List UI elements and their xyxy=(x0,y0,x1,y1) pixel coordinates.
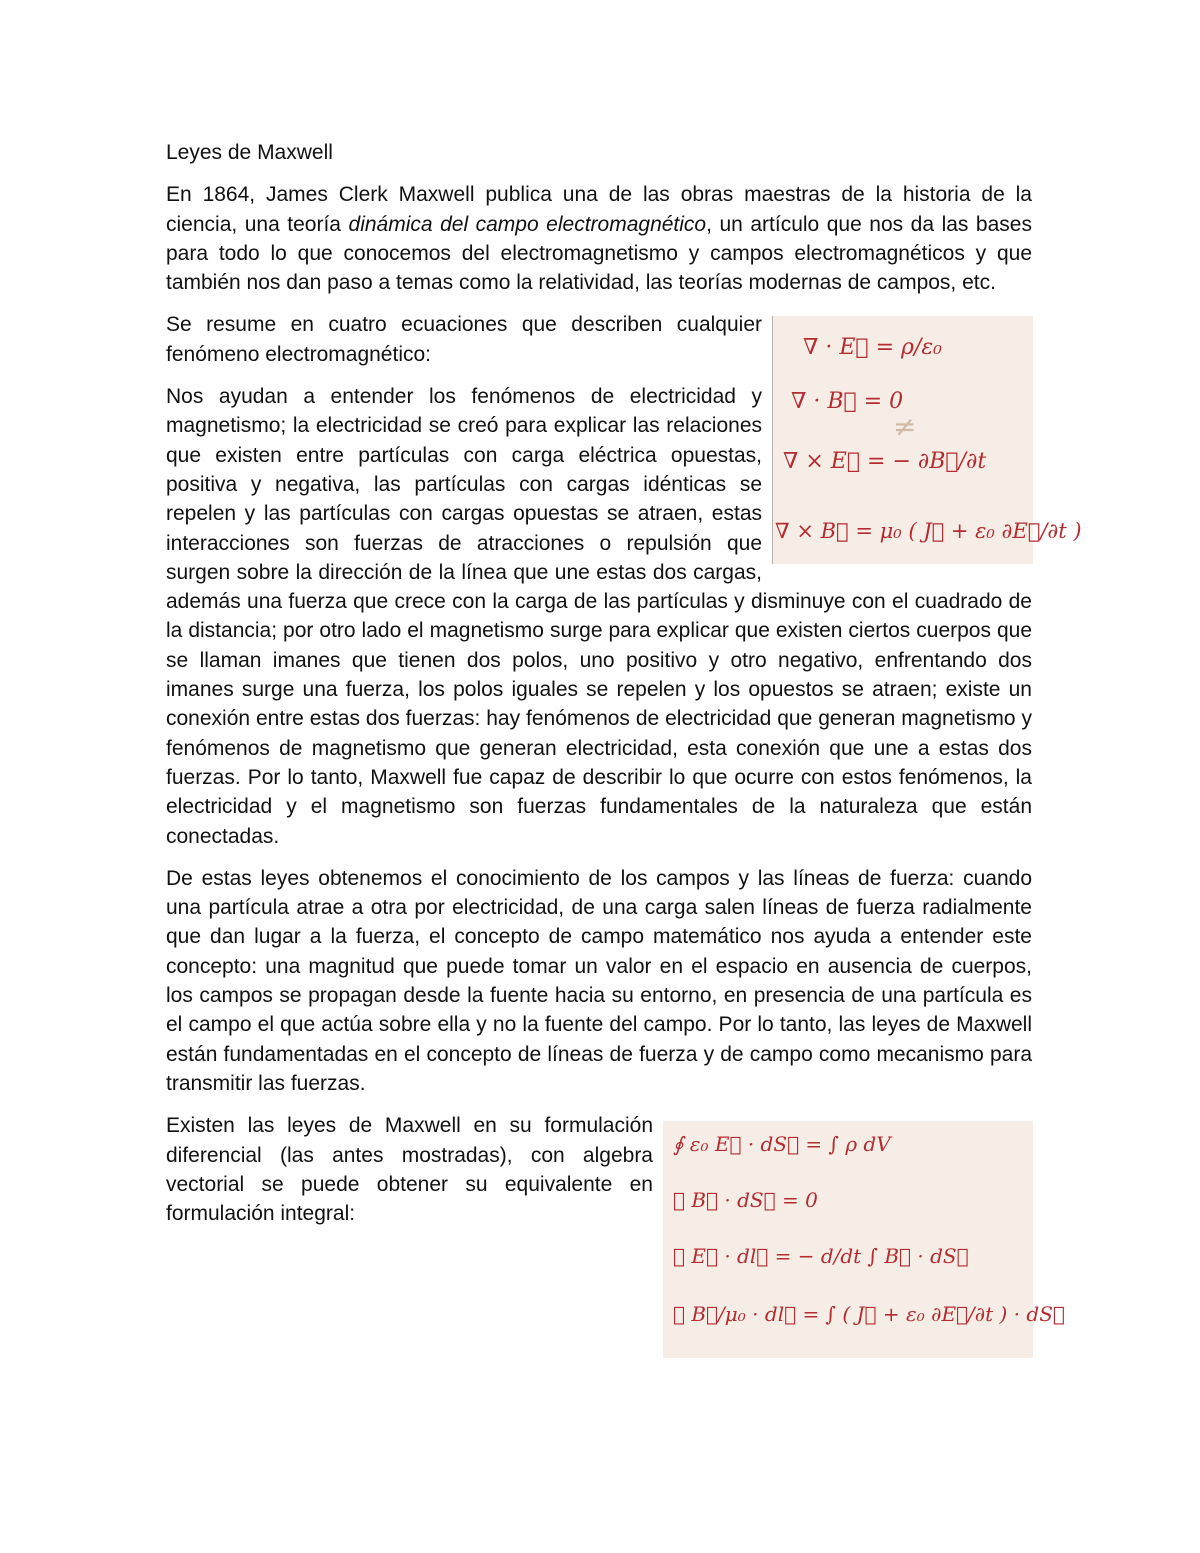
differential-equations-image xyxy=(772,316,1082,564)
maxwell-equation-3: ∇ × E⃗ = − ∂B⃗/∂t xyxy=(783,449,987,475)
paragraph-intro xyxy=(166,180,1032,297)
maxwell-equation-2: ∇ · B⃗ = 0 xyxy=(791,389,904,415)
integral-equation-1: ∮ ε₀ E⃗ · dS⃗ = ∫ ρ dV xyxy=(673,1132,891,1157)
document-body xyxy=(166,138,1082,1364)
faint-background-mark: ≠ xyxy=(893,410,917,444)
integral-equation-4: ∮ B⃗/μ₀ · dl⃗ = ∫ ( J⃗ + ε₀ ∂E⃗/∂t ) · dS⃗ xyxy=(673,1302,1065,1327)
integral-equation-3: ∮ E⃗ · dl⃗ = − d/dt ∫ B⃗ · dS⃗ xyxy=(673,1244,969,1269)
document-title: Leyes de Maxwell xyxy=(166,141,333,164)
paragraph-fields: De estas leyes obtenemos el conocimiento de los campos y las líneas de fuerza: cuando una partícula atrae a otra por electricidad, de una carga salen líneas de fuerza radialmente que dan lugar a la fuerza, el concepto de campo matemático nos ayuda a entender este concepto: una magnitud que puede tomar un valor en el espacio en ausencia de cuerpos, los campos se propagan desde la fuente hacia su entorno, en presencia de una partícula es el campo el que actúa sobre ella y no la fuente del campo. Por lo tanto, las leyes de Maxwell están fundamentadas en el concepto de líneas de fuerza y de campo como mecanismo para transmitir las fuerzas. xyxy=(166,866,1032,1095)
article-title-italic: dinámica del campo electromagnético xyxy=(348,212,707,236)
integral-equations-image xyxy=(663,1121,1065,1358)
differential-equations-handwriting xyxy=(773,316,1082,564)
intro-text-start: En 1864, James Clerk Maxwell publica una de las obras maestras de la historia de la ciencia, una teoría xyxy=(166,183,1032,236)
maxwell-equation-1: ∇ · E⃗ = ρ/ε₀ xyxy=(803,335,942,361)
integral-equations-handwriting xyxy=(663,1121,1065,1358)
integral-equation-2: ∮ B⃗ · dS⃗ = 0 xyxy=(673,1188,818,1213)
paragraph-integral-form: Existen las leyes de Maxwell en su formulación diferencial (las antes mostradas), con algebra vectorial se puede obtener su equivalente en formulación integral: xyxy=(166,1114,653,1226)
maxwell-equation-4: ∇ × B⃗ = μ₀ ( J⃗ + ε₀ ∂E⃗/∂t ) xyxy=(775,519,1082,544)
intro-text-end: , un artículo que nos da las bases para todo lo que conocemos del electromagnetismo y campos electromagnéticos y que también nos dan paso a temas como la relatividad, las teorías modernas de campos, etc. xyxy=(166,212,1032,295)
paragraph-summary: Se resume en cuatro ecuaciones que describen cualquier fenómeno electromagnético: xyxy=(166,313,762,366)
paragraph-electricity-magnetism: Nos ayudan a entender los fenómenos de electricidad y magnetismo; la electricidad se creó para explicar las relaciones que existen entre partículas con carga eléctrica opuestas, positiva y negativa, las partículas con cargas idénticas se repelen y las partículas con cargas opuestas se atraen, estas interacciones son fuerzas de atracciones o repulsión que surgen sobre la dirección de la línea que une estas dos cargas, además una fuerza que crece con la carga de las partículas y disminuye con el cuadrado de la distancia; por otro lado el magnetismo surge para explicar que existen ciertos cuerpos que se llaman imanes que tienen dos polos, uno positivo y otro negativo, enfrentando dos imanes surge una fuerza, los polos iguales se repelen y los opuestos se atraen; existe un conexión entre estas dos fuerzas: hay fenómenos de electricidad que generan magnetismo y fenómenos de magnetismo que generan electricidad, esta conexión que une a estas dos fuerzas. Por lo tanto, Maxwell fue capaz de describir lo que ocurre con estos fenómenos, la electricidad y el magnetismo son fuerzas fundamentales de la naturaleza que están conectadas. xyxy=(166,385,1032,848)
